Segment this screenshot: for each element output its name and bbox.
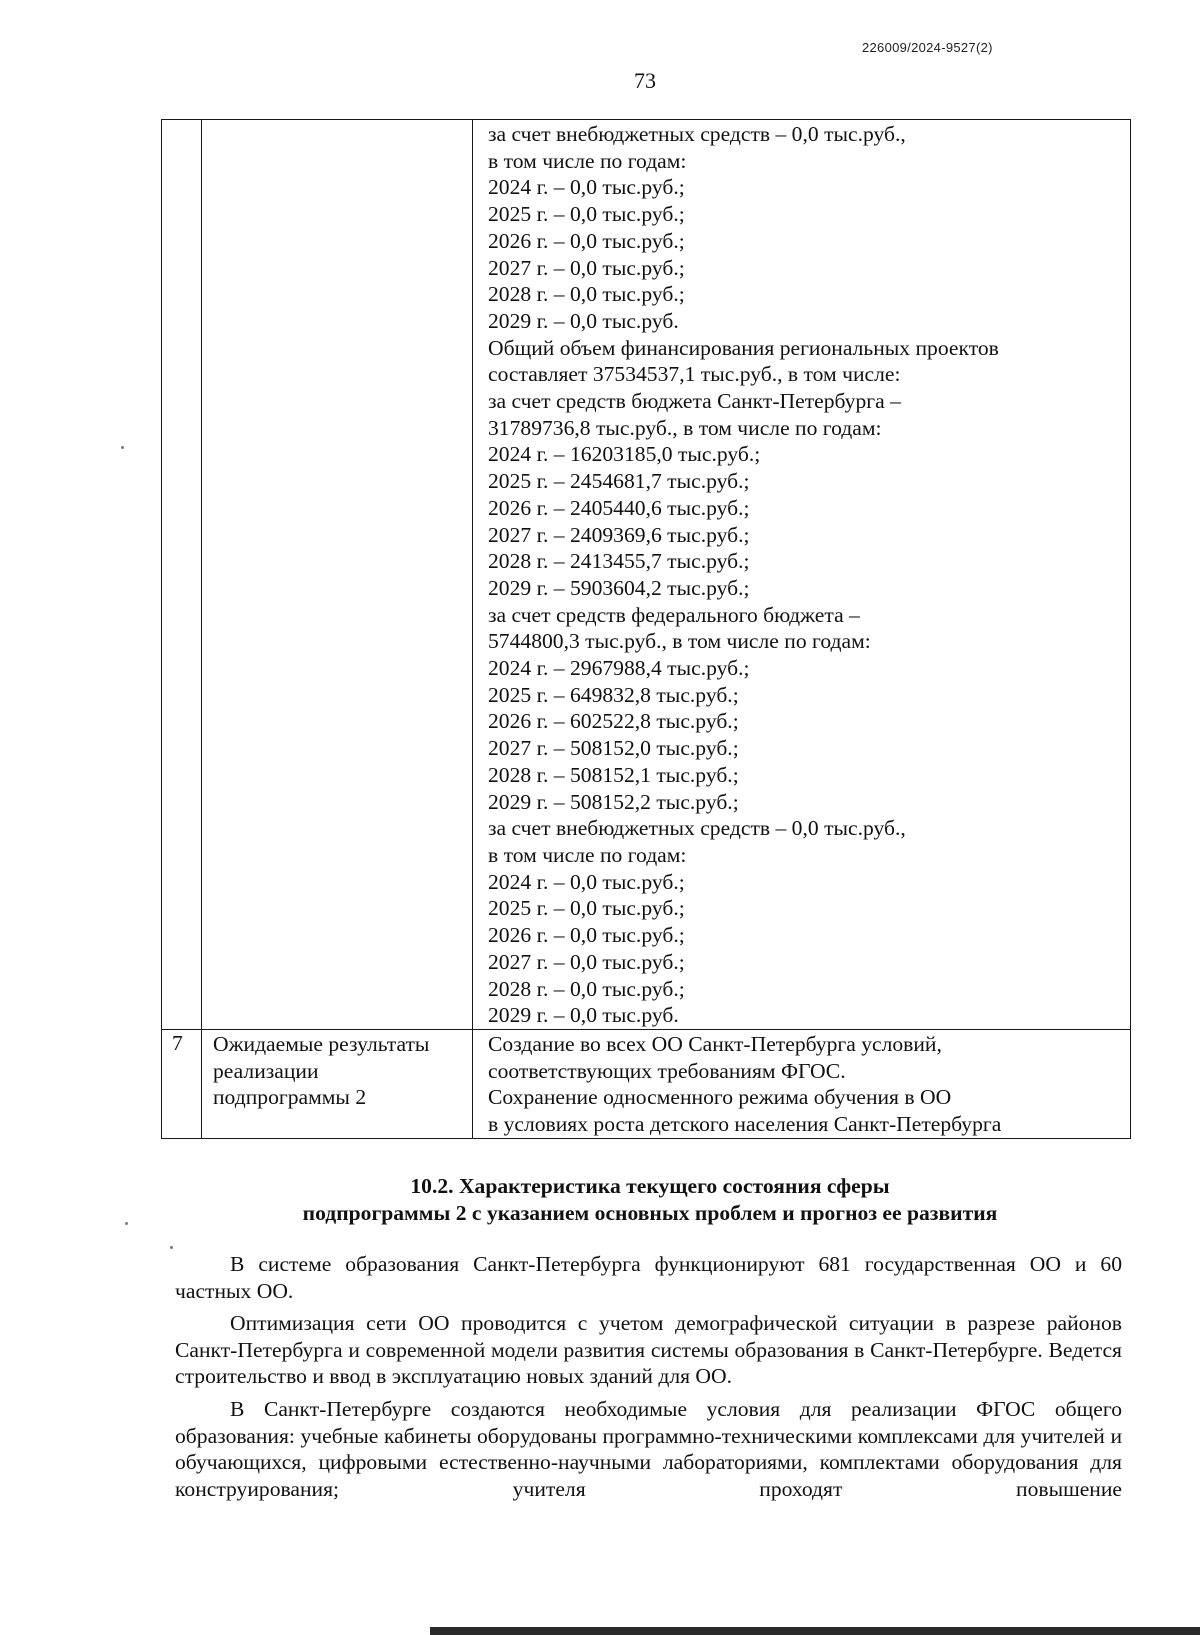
content-line: за счет внебюджетных средств – 0,0 тыс.руб., [488, 816, 906, 841]
content-line: 2026 г. – 0,0 тыс.руб.; [488, 228, 685, 253]
content-line: 2025 г. – 649832,8 тыс.руб.; [488, 682, 739, 707]
content-line: 2028 г. – 2413455,7 тыс.руб.; [488, 549, 750, 574]
page-number: 73 [634, 68, 656, 93]
content-line: 2028 г. – 0,0 тыс.руб.; [488, 976, 685, 1001]
content-line: Общий объем финансирования региональных проектов [488, 335, 999, 360]
section-heading-line: 10.2. Характеристика текущего состояния сферы [410, 1174, 890, 1198]
content-line: 2028 г. – 508152,1 тыс.руб.; [488, 762, 739, 787]
content-line: 2026 г. – 602522,8 тыс.руб.; [488, 709, 739, 734]
row-name-cell [202, 120, 473, 1030]
content-line: 2027 г. – 0,0 тыс.руб.; [488, 255, 685, 280]
content-line: за счет средств федерального бюджета – [488, 602, 860, 627]
content-line: Создание во всех ОО Санкт-Петербурга условий, [488, 1031, 942, 1056]
row-name-line: подпрограммы 2 [213, 1085, 367, 1110]
row-name-cell [202, 1029, 473, 1138]
content-line: за счет внебюджетных средств – 0,0 тыс.руб., [488, 122, 906, 146]
scan-artifact-dot [170, 1246, 173, 1249]
content-line: 2024 г. – 0,0 тыс.руб.; [488, 175, 685, 200]
content-line: в том числе по годам: [488, 842, 687, 867]
content-line: 2027 г. – 508152,0 тыс.руб.; [488, 736, 739, 761]
content-line: 2025 г. – 0,0 тыс.руб.; [488, 896, 685, 921]
scan-artifact-dot [121, 446, 124, 449]
content-line: 2026 г. – 2405440,6 тыс.руб.; [488, 495, 750, 520]
paragraph: В Санкт-Петербурге создаются необходимые условия для реализации ФГОС общего образования: учебные кабинеты оборудованы программно-техническими комплексами для учителей и обучающихся, цифровыми естественно-научными лабораториями, комплектами оборудования для конструирования; учителя проходят повышение [175, 1396, 1122, 1501]
row-number-cell: 7 [162, 1029, 202, 1138]
content-line: Сохранение односменного режима обучения в ОО [488, 1085, 952, 1110]
content-line: 31789736,8 тыс.руб., в том числе по годам: [488, 415, 882, 440]
section-body [175, 1251, 1122, 1508]
content-line: 2029 г. – 508152,2 тыс.руб.; [488, 789, 739, 814]
content-line: 2029 г. – 0,0 тыс.руб. [488, 308, 679, 333]
table-row-financing-continuation [162, 120, 1131, 1030]
expected-results-cell [473, 1029, 1131, 1138]
content-line: 2028 г. – 0,0 тыс.руб.; [488, 282, 685, 307]
content-line: составляет 37534537,1 тыс.руб., в том числе: [488, 362, 901, 387]
section-heading-line: подпрограммы 2 с указанием основных проблем и прогноз ее развития [302, 1201, 998, 1225]
content-line: соответствующих требованиям ФГОС. [488, 1058, 846, 1083]
financing-content-cell [473, 120, 1131, 1030]
content-line: в условиях роста детского населения Санкт-Петербурга [488, 1112, 1002, 1137]
content-line: 2029 г. – 0,0 тыс.руб. [488, 1003, 679, 1028]
paragraph: Оптимизация сети ОО проводится с учетом демографической ситуации в разрезе районов Санкт-Петербурга и современной модели развития системы образования в Санкт-Петербурге. Ведется строительство и ввод в эксплуатацию новых зданий для ОО. [175, 1311, 1122, 1389]
content-line: 2027 г. – 2409369,6 тыс.руб.; [488, 522, 750, 547]
content-line: 2029 г. – 5903604,2 тыс.руб.; [488, 575, 750, 600]
paragraph: В системе образования Санкт-Петербурга функционируют 681 государственная ОО и 60 частных ОО. [175, 1252, 1122, 1303]
content-line: 2027 г. – 0,0 тыс.руб.; [488, 949, 685, 974]
content-line: 5744800,3 тыс.руб., в том числе по годам: [488, 629, 871, 654]
content-line: 2025 г. – 2454681,7 тыс.руб.; [488, 469, 750, 494]
content-line: в том числе по годам: [488, 148, 687, 173]
document-registration-number: 226009/2024-9527(2) [862, 40, 993, 55]
row-number-cell [162, 120, 202, 1030]
content-line: 2024 г. – 2967988,4 тыс.руб.; [488, 656, 750, 681]
row-name-line: Ожидаемые результаты [213, 1031, 430, 1056]
section-heading [0, 1173, 1200, 1227]
row-name-line: реализации [213, 1058, 319, 1083]
scan-edge-shadow [430, 1627, 1200, 1635]
content-line: 2024 г. – 16203185,0 тыс.руб.; [488, 442, 761, 467]
content-line: 2026 г. – 0,0 тыс.руб.; [488, 923, 685, 948]
table-row-expected-results [162, 1029, 1131, 1138]
scan-artifact-dot [125, 1222, 128, 1225]
content-line: за счет средств бюджета Санкт-Петербурга – [488, 389, 901, 414]
content-line: 2024 г. – 0,0 тыс.руб.; [488, 869, 685, 894]
subprogram-passport-table [161, 119, 1131, 1139]
content-line: 2025 г. – 0,0 тыс.руб.; [488, 202, 685, 227]
